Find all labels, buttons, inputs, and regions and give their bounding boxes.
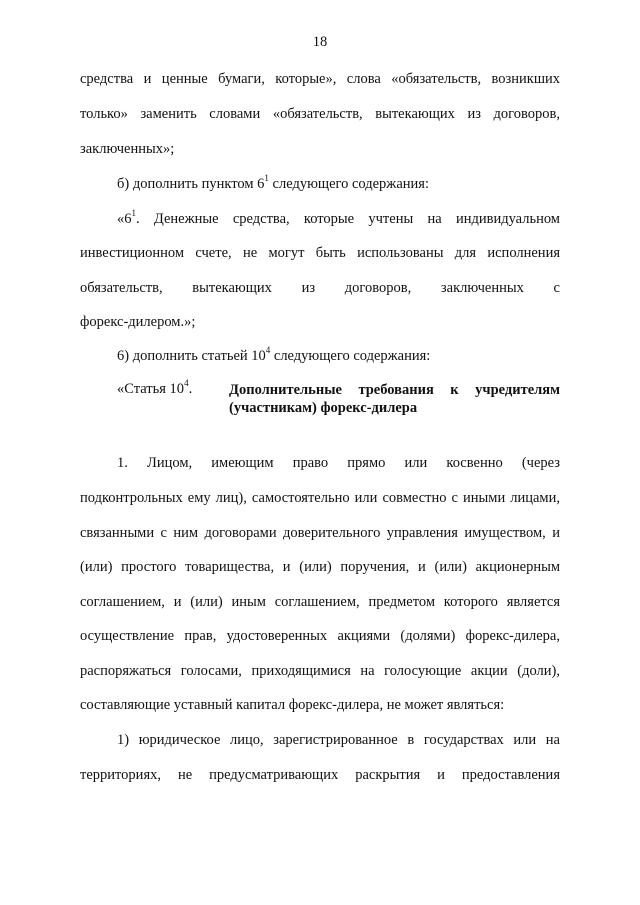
article-title [229,381,560,417]
text-line: 1. Лицом, имеющим право прямо или косвенно (через [117,455,560,471]
text-line: осуществление прав, удостоверенных акциями (долями) форекс-дилера, [80,628,560,644]
text-fragment: . [188,381,193,397]
text-line: заключенных»; [80,141,175,157]
text-line [117,208,560,228]
text-line: (или) простого товарищества, и (или) поручения, и (или) акционерным [80,559,560,575]
text-line: форекс-дилером.»; [80,314,196,330]
article-label [117,378,229,398]
article-title-line: Дополнительные требования к учредителям [229,382,560,398]
article-heading [117,378,560,417]
text-line: обязательств, вытекающих из договоров, заключенных с [80,280,560,296]
superscript: 1 [264,173,269,184]
text-line: средства и ценные бумаги, которые», слова «обязательств, возникших [80,71,560,87]
text-fragment: следующего содержания: [268,176,429,192]
text-fragment: 6) дополнить статьей 10 [117,348,266,364]
text-line [117,345,560,365]
text-line: инвестиционном счете, не могут быть использованы для исполнения [80,245,560,261]
superscript: 1 [131,208,136,219]
article-title-line: (участникам) форекс-дилера [229,400,418,416]
text-fragment: «6 [117,211,132,227]
text-fragment: . Денежные средства, которые учтены на индивидуальном [136,211,560,227]
text-line: связанными с ним договорами доверительного управления имуществом, и [80,525,560,541]
text-fragment: «Статья 10 [117,381,185,397]
page-number: 18 [312,34,328,50]
text-line: 1) юридическое лицо, зарегистрированное в государствах или на [117,732,560,748]
text-fragment: следующего содержания: [270,348,431,364]
text-fragment: б) дополнить пунктом 6 [117,176,265,192]
text-line: территориях, не предусматривающих раскрытия и предоставления [80,767,560,783]
text-line: соглашением, и (или) иным соглашением, предметом которого является [80,594,560,610]
text-line: составляющие уставный капитал форекс-дилера, не может являться: [80,697,505,713]
text-line: подконтрольных ему лиц), самостоятельно или совместно с иными лицами, [80,490,560,506]
superscript: 4 [184,378,189,389]
superscript: 4 [265,345,271,356]
text-line: только» заменить словами «обязательств, вытекающих из договоров, [80,106,560,122]
text-line: распоряжаться голосами, приходящимися на голосующие акции (доли), [80,663,560,679]
text-line [117,173,560,193]
